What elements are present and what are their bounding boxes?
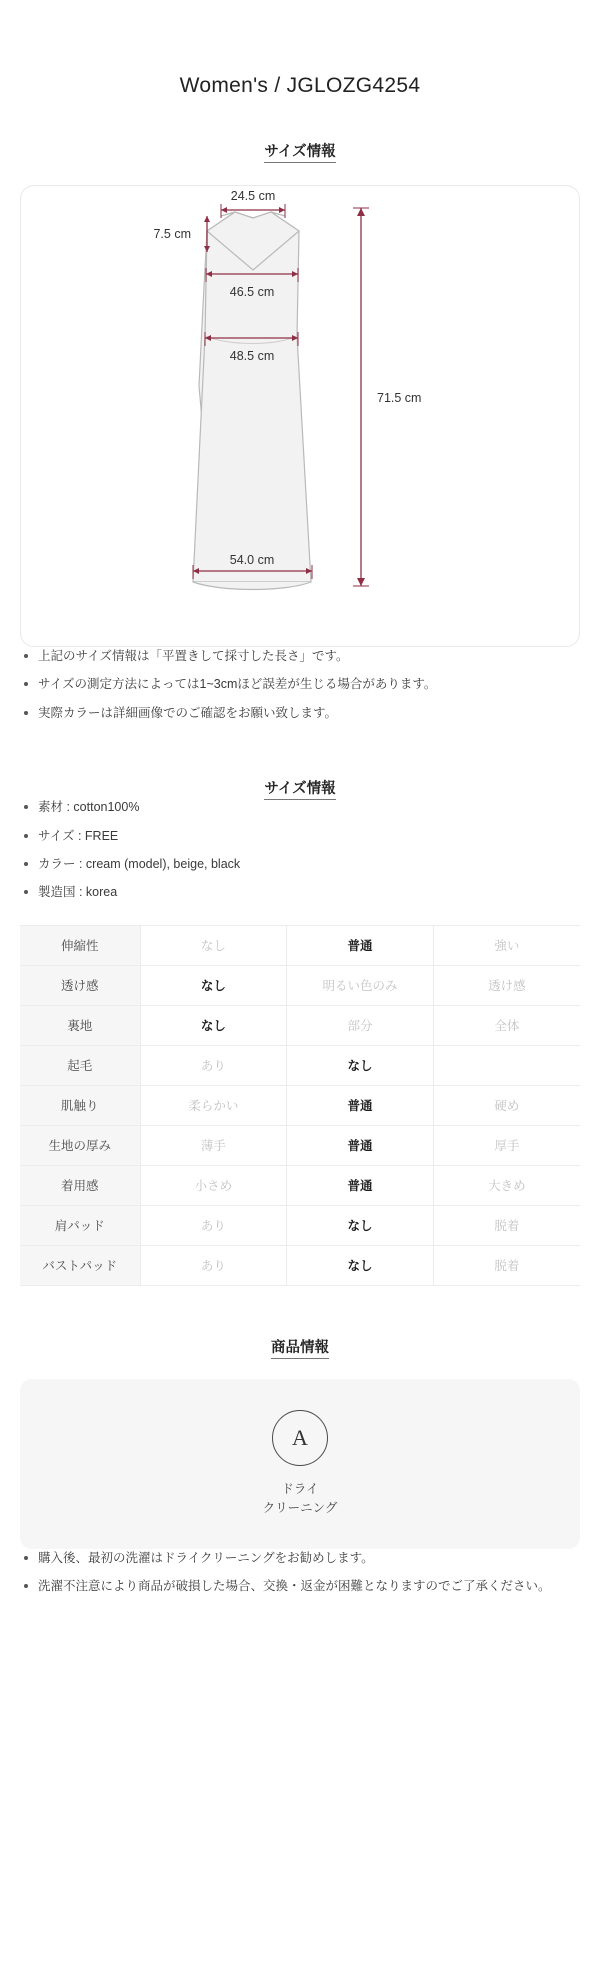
attr-option-selected: なし — [287, 1245, 434, 1285]
attr-option: なし — [140, 925, 287, 965]
table-row — [20, 1125, 580, 1165]
dress-outline — [193, 212, 311, 590]
attr-option-selected: 普通 — [287, 925, 434, 965]
attr-option: 部分 — [287, 1005, 434, 1045]
attr-label: 起毛 — [20, 1045, 140, 1085]
attr-label: 透け感 — [20, 965, 140, 1005]
attr-option: 硬め — [494, 1099, 520, 1114]
measure-label-total-length: 71.5 cm — [377, 391, 422, 405]
attr-option-selected: 普通 — [287, 1085, 434, 1125]
list-item: 製造国 : korea — [20, 883, 580, 902]
spec-heading-text: サイズ情報 — [264, 781, 335, 800]
table-row — [20, 1245, 580, 1285]
attr-option: 全体 — [494, 1019, 520, 1034]
list-item: サイズ : FREE — [20, 827, 580, 846]
list-item: 実際カラーは詳細画像でのご確認をお願い致します。 — [20, 704, 580, 723]
attribute-table — [20, 925, 580, 1286]
list-item: 購入後、最初の洗濯はドライクリーニングをお勧めします。 — [20, 1549, 580, 1568]
bottom-spacer — [20, 1605, 580, 1651]
dry-clean-icon-letter: A — [292, 1424, 308, 1450]
attr-label: 裏地 — [20, 1005, 140, 1045]
table-row — [20, 965, 580, 1005]
measure-label-hem-width: 54.0 cm — [229, 553, 275, 567]
attr-label: 肌触り — [20, 1085, 140, 1125]
measure-total-length — [353, 208, 421, 586]
care-label-line2: クリーニング — [262, 1500, 338, 1515]
attr-option: 脱着 — [494, 1259, 520, 1274]
size-diagram-card — [20, 185, 580, 647]
attr-option: 小さめ — [140, 1165, 287, 1205]
attr-option — [433, 1045, 580, 1085]
table-row — [20, 1045, 580, 1085]
spec-heading — [20, 777, 580, 798]
attr-option-selected: 普通 — [287, 1125, 434, 1165]
measure-label-bust: 46.5 cm — [229, 285, 275, 299]
list-item: カラー : cream (model), beige, black — [20, 855, 580, 874]
attr-option: あり — [140, 1045, 287, 1085]
attr-option: 薄手 — [140, 1125, 287, 1165]
table-row — [20, 1085, 580, 1125]
measure-label-strap-drop: 7.5 cm — [153, 227, 191, 241]
attr-option: 脱着 — [494, 1219, 520, 1234]
dry-clean-icon — [272, 1410, 328, 1466]
care-notes-list — [20, 1549, 580, 1597]
measure-label-waist: 48.5 cm — [229, 349, 275, 363]
table-row — [20, 1205, 580, 1245]
attr-label: 着用感 — [20, 1165, 140, 1205]
garment-measurement-diagram — [21, 186, 579, 646]
attr-option-selected: なし — [140, 1005, 287, 1045]
attr-option: 透け感 — [488, 979, 526, 994]
list-item: 上記のサイズ情報は「平置きして採寸した長さ」です。 — [20, 647, 580, 666]
measure-label-top-width: 24.5 cm — [230, 189, 276, 203]
size-info-heading-text: サイズ情報 — [264, 144, 335, 163]
attr-option: 明るい色のみ — [287, 965, 434, 1005]
size-info-heading — [20, 140, 580, 161]
attr-option-selected: なし — [287, 1045, 434, 1085]
attr-label: 肩パッド — [20, 1205, 140, 1245]
spec-list — [20, 798, 580, 903]
table-row — [20, 1165, 580, 1205]
attr-label: バストパッド — [20, 1245, 140, 1285]
care-label-line1: ドライ — [281, 1481, 319, 1496]
care-label — [263, 1480, 338, 1518]
attr-label: 伸縮性 — [20, 925, 140, 965]
attr-option-selected: なし — [287, 1205, 434, 1245]
care-instruction-card — [20, 1379, 580, 1549]
attr-option: 大きめ — [488, 1179, 526, 1194]
attr-option: 強い — [494, 939, 520, 954]
attr-option: あり — [140, 1205, 287, 1245]
list-item: サイズの測定方法によっては1~3cmほど誤差が生じる場合があります。 — [20, 675, 580, 694]
attr-option-selected: なし — [140, 965, 287, 1005]
size-notes-list — [20, 647, 580, 723]
page-title: Women's / JGLOZG4254 — [179, 74, 421, 97]
table-row — [20, 925, 580, 965]
table-row — [20, 1005, 580, 1045]
attr-label: 生地の厚み — [20, 1125, 140, 1165]
attr-option-selected: 普通 — [287, 1165, 434, 1205]
attr-option: あり — [140, 1245, 287, 1285]
product-info-heading — [20, 1336, 580, 1357]
product-info-heading-text: 商品情報 — [271, 1340, 329, 1359]
attr-option: 厚手 — [494, 1139, 520, 1154]
list-item: 素材 : cotton100% — [20, 798, 580, 817]
attr-option: 柔らかい — [140, 1085, 287, 1125]
list-item: 洗濯不注意により商品が破損した場合、交換・返金が困難となりますのでご了承ください。 — [20, 1577, 580, 1596]
measure-strap-drop — [153, 216, 210, 252]
